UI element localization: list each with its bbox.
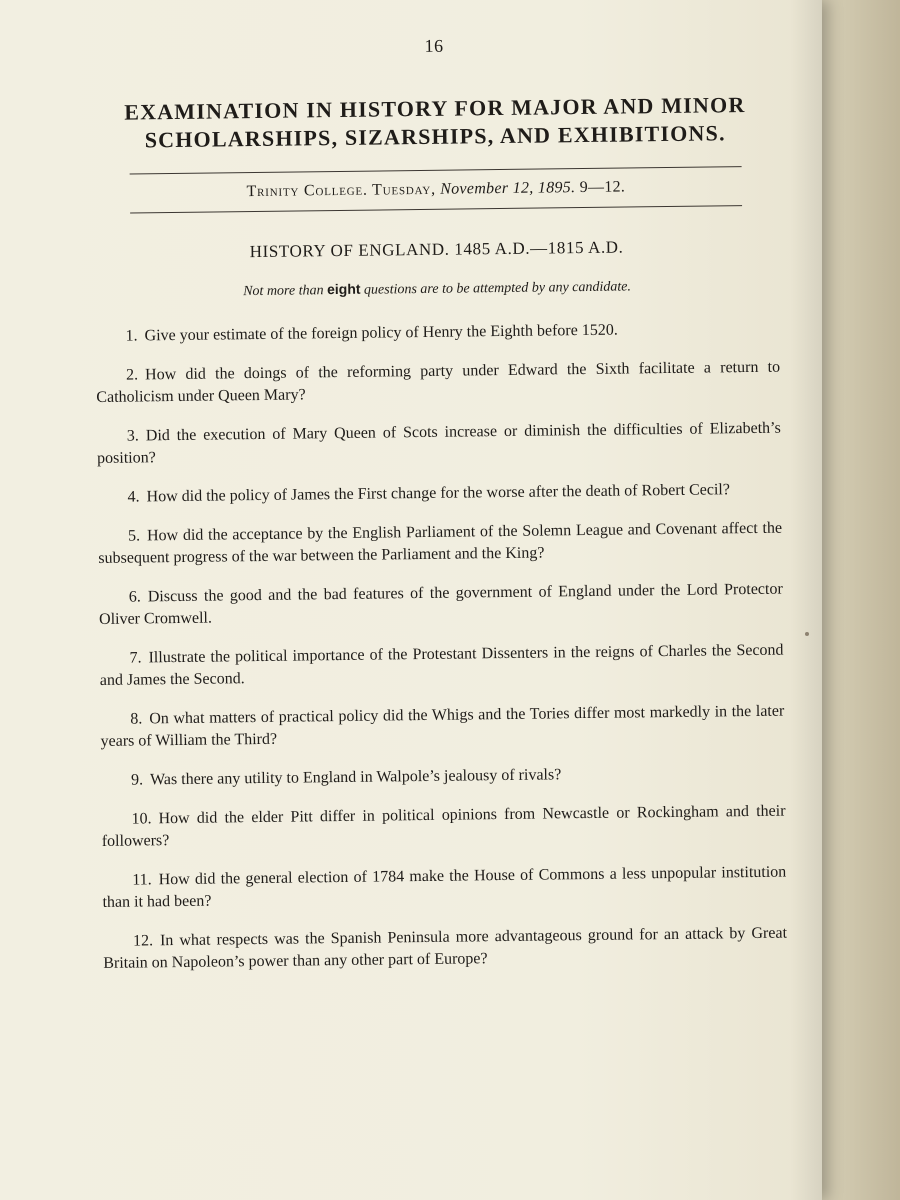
page-content: [92, 32, 788, 992]
question-number: 7.: [129, 649, 142, 667]
question-number: 3.: [126, 427, 139, 445]
instruction-before: Not more than: [243, 283, 324, 300]
question-item: [101, 762, 785, 792]
question-number: 8.: [130, 710, 143, 728]
question-item: [98, 518, 782, 570]
question-text: How did the policy of James the First change for the worse after the death of Robert Cecil?: [146, 481, 731, 506]
question-text: In what respects was the Spanish Peninsula more advantageous ground for an attack by Great Britain on Napoleon’s power than any other part of Europe?: [103, 924, 788, 972]
question-text: How did the doings of the reforming party under Edward the Sixth facilitate a return to Catholicism under Queen Mary?: [96, 358, 781, 406]
exam-meta: [94, 177, 778, 203]
question-list: [95, 318, 787, 975]
question-item: [97, 479, 781, 509]
question-item: [95, 318, 779, 348]
top-rule: [130, 166, 742, 174]
question-text: How did the elder Pitt differ in political opinions from Newcastle or Rockingham and their followers?: [101, 802, 786, 850]
question-number: 10.: [131, 810, 152, 828]
question-number: 4.: [127, 488, 140, 506]
question-text: Was there any utility to England in Walpole’s jealousy of rivals?: [149, 766, 562, 789]
question-number: 6.: [128, 588, 141, 606]
question-item: [99, 640, 783, 692]
exam-date: November 12, 1895.: [440, 179, 576, 198]
bottom-rule: [130, 205, 742, 213]
question-item: [100, 701, 784, 753]
instruction-after: questions are to be attempted by any candidate.: [363, 279, 632, 298]
question-number: 2.: [125, 366, 139, 384]
instruction-emphasis: eight: [326, 280, 361, 298]
exam-title: [93, 91, 778, 155]
page-curl-shadow: [790, 0, 822, 1200]
question-text: How did the general election of 1784 make the House of Commons a less unpopular institution than it had been?: [102, 863, 787, 911]
page-number: 16: [424, 35, 444, 56]
question-number: 9.: [130, 771, 144, 789]
exam-title-line-2: SCHOLARSHIPS, SIZARSHIPS, AND EXHIBITIONS.: [144, 120, 726, 153]
question-number: 11.: [132, 871, 152, 889]
question-number: 12.: [132, 932, 154, 950]
college-name: Trinity College.: [246, 181, 368, 201]
question-item: [96, 357, 780, 409]
question-text: How did the acceptance by the English Parliament of the Solemn League and Covenant affect the subsequent progress of the war between the Parliament and the King?: [98, 519, 783, 567]
question-text: Did the execution of Mary Queen of Scots increase or diminish the difficulties of Elizabeth’s position?: [97, 419, 781, 467]
question-item: [101, 801, 785, 853]
exam-day: Tuesday,: [372, 180, 436, 199]
question-item: [103, 923, 787, 975]
question-text: Discuss the good and the bad features of the government of England under the Lord Protector Oliver Cromwell.: [98, 580, 783, 628]
question-number: 5.: [127, 527, 141, 545]
section-title-range: 1485 A.D.—1815 A.D.: [454, 237, 624, 259]
question-item: [97, 418, 781, 470]
section-title-main: HISTORY OF ENGLAND.: [249, 239, 450, 262]
question-item: [102, 862, 786, 914]
question-item: [99, 579, 783, 631]
question-text: On what matters of practical policy did the Whigs and the Tories differ most markedly in the later years of William the Third?: [100, 702, 785, 750]
exam-title-line-1: EXAMINATION IN HISTORY FOR MAJOR AND MINOR: [124, 92, 746, 125]
exam-time: 9—12.: [579, 178, 626, 197]
question-number: 1.: [125, 327, 138, 345]
exam-instruction: [95, 276, 779, 302]
paper-speck: [805, 632, 809, 636]
question-text: Illustrate the political importance of the Protestant Dissenters in the reigns of Charles the Second and James the Second.: [99, 641, 784, 689]
section-title: [94, 236, 778, 264]
question-text: Give your estimate of the foreign policy of Henry the Eighth before 1520.: [144, 321, 618, 345]
